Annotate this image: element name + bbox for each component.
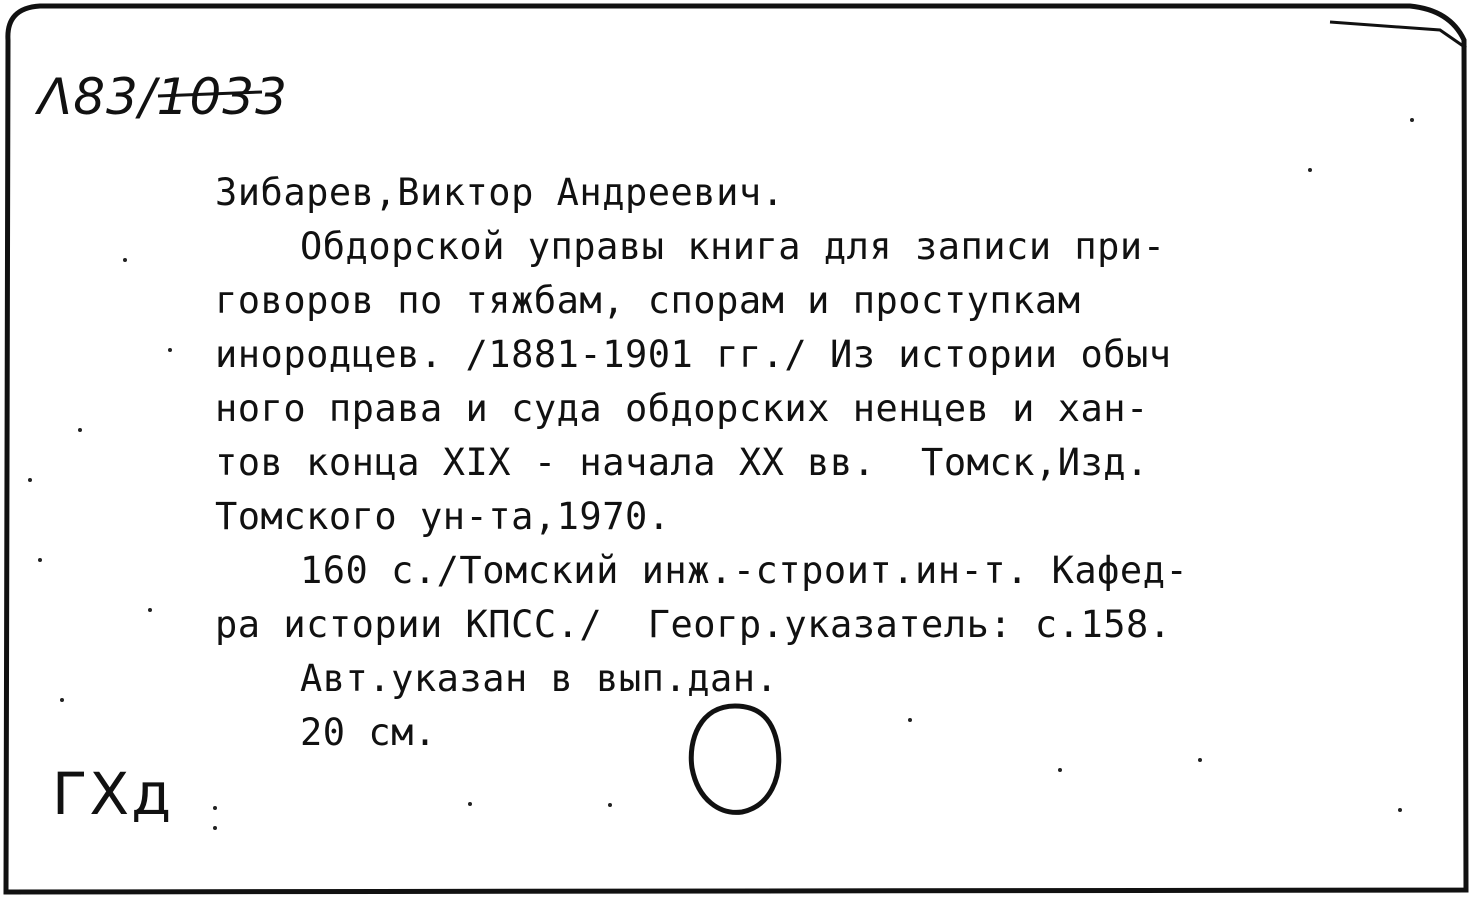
imprint-line-2: Томского ун-та,1970. <box>215 495 671 538</box>
call-number: Λ83/1033 <box>38 68 288 126</box>
shelf-mark: ГХд <box>52 760 174 828</box>
author-line: Зибарев,Виктор Андреевич. <box>215 171 785 214</box>
title-line-1: Обдорской управы книга для записи при- <box>300 225 1166 268</box>
title-line-4: ного права и суда обдорских ненцев и хан- <box>215 387 1149 430</box>
punch-hole <box>691 706 778 812</box>
imprint-line-1: тов конца XIX - начала XX вв. Томск,Изд. <box>215 441 1149 484</box>
note-line: Авт.указан в вып.дан. <box>300 657 779 700</box>
collation-line-1: 160 с./Томский инж.-строит.ин-т. Кафед- <box>300 549 1189 592</box>
collation-line-2: ра истории КПСС./ Геогр.указатель: с.158. <box>215 603 1172 646</box>
title-line-2: говоров по тяжбам, спорам и проступкам <box>215 279 1081 322</box>
title-line-3: инородцев. /1881-1901 гг./ Из истории обыч <box>215 333 1172 376</box>
size-line: 20 см. <box>300 711 437 754</box>
